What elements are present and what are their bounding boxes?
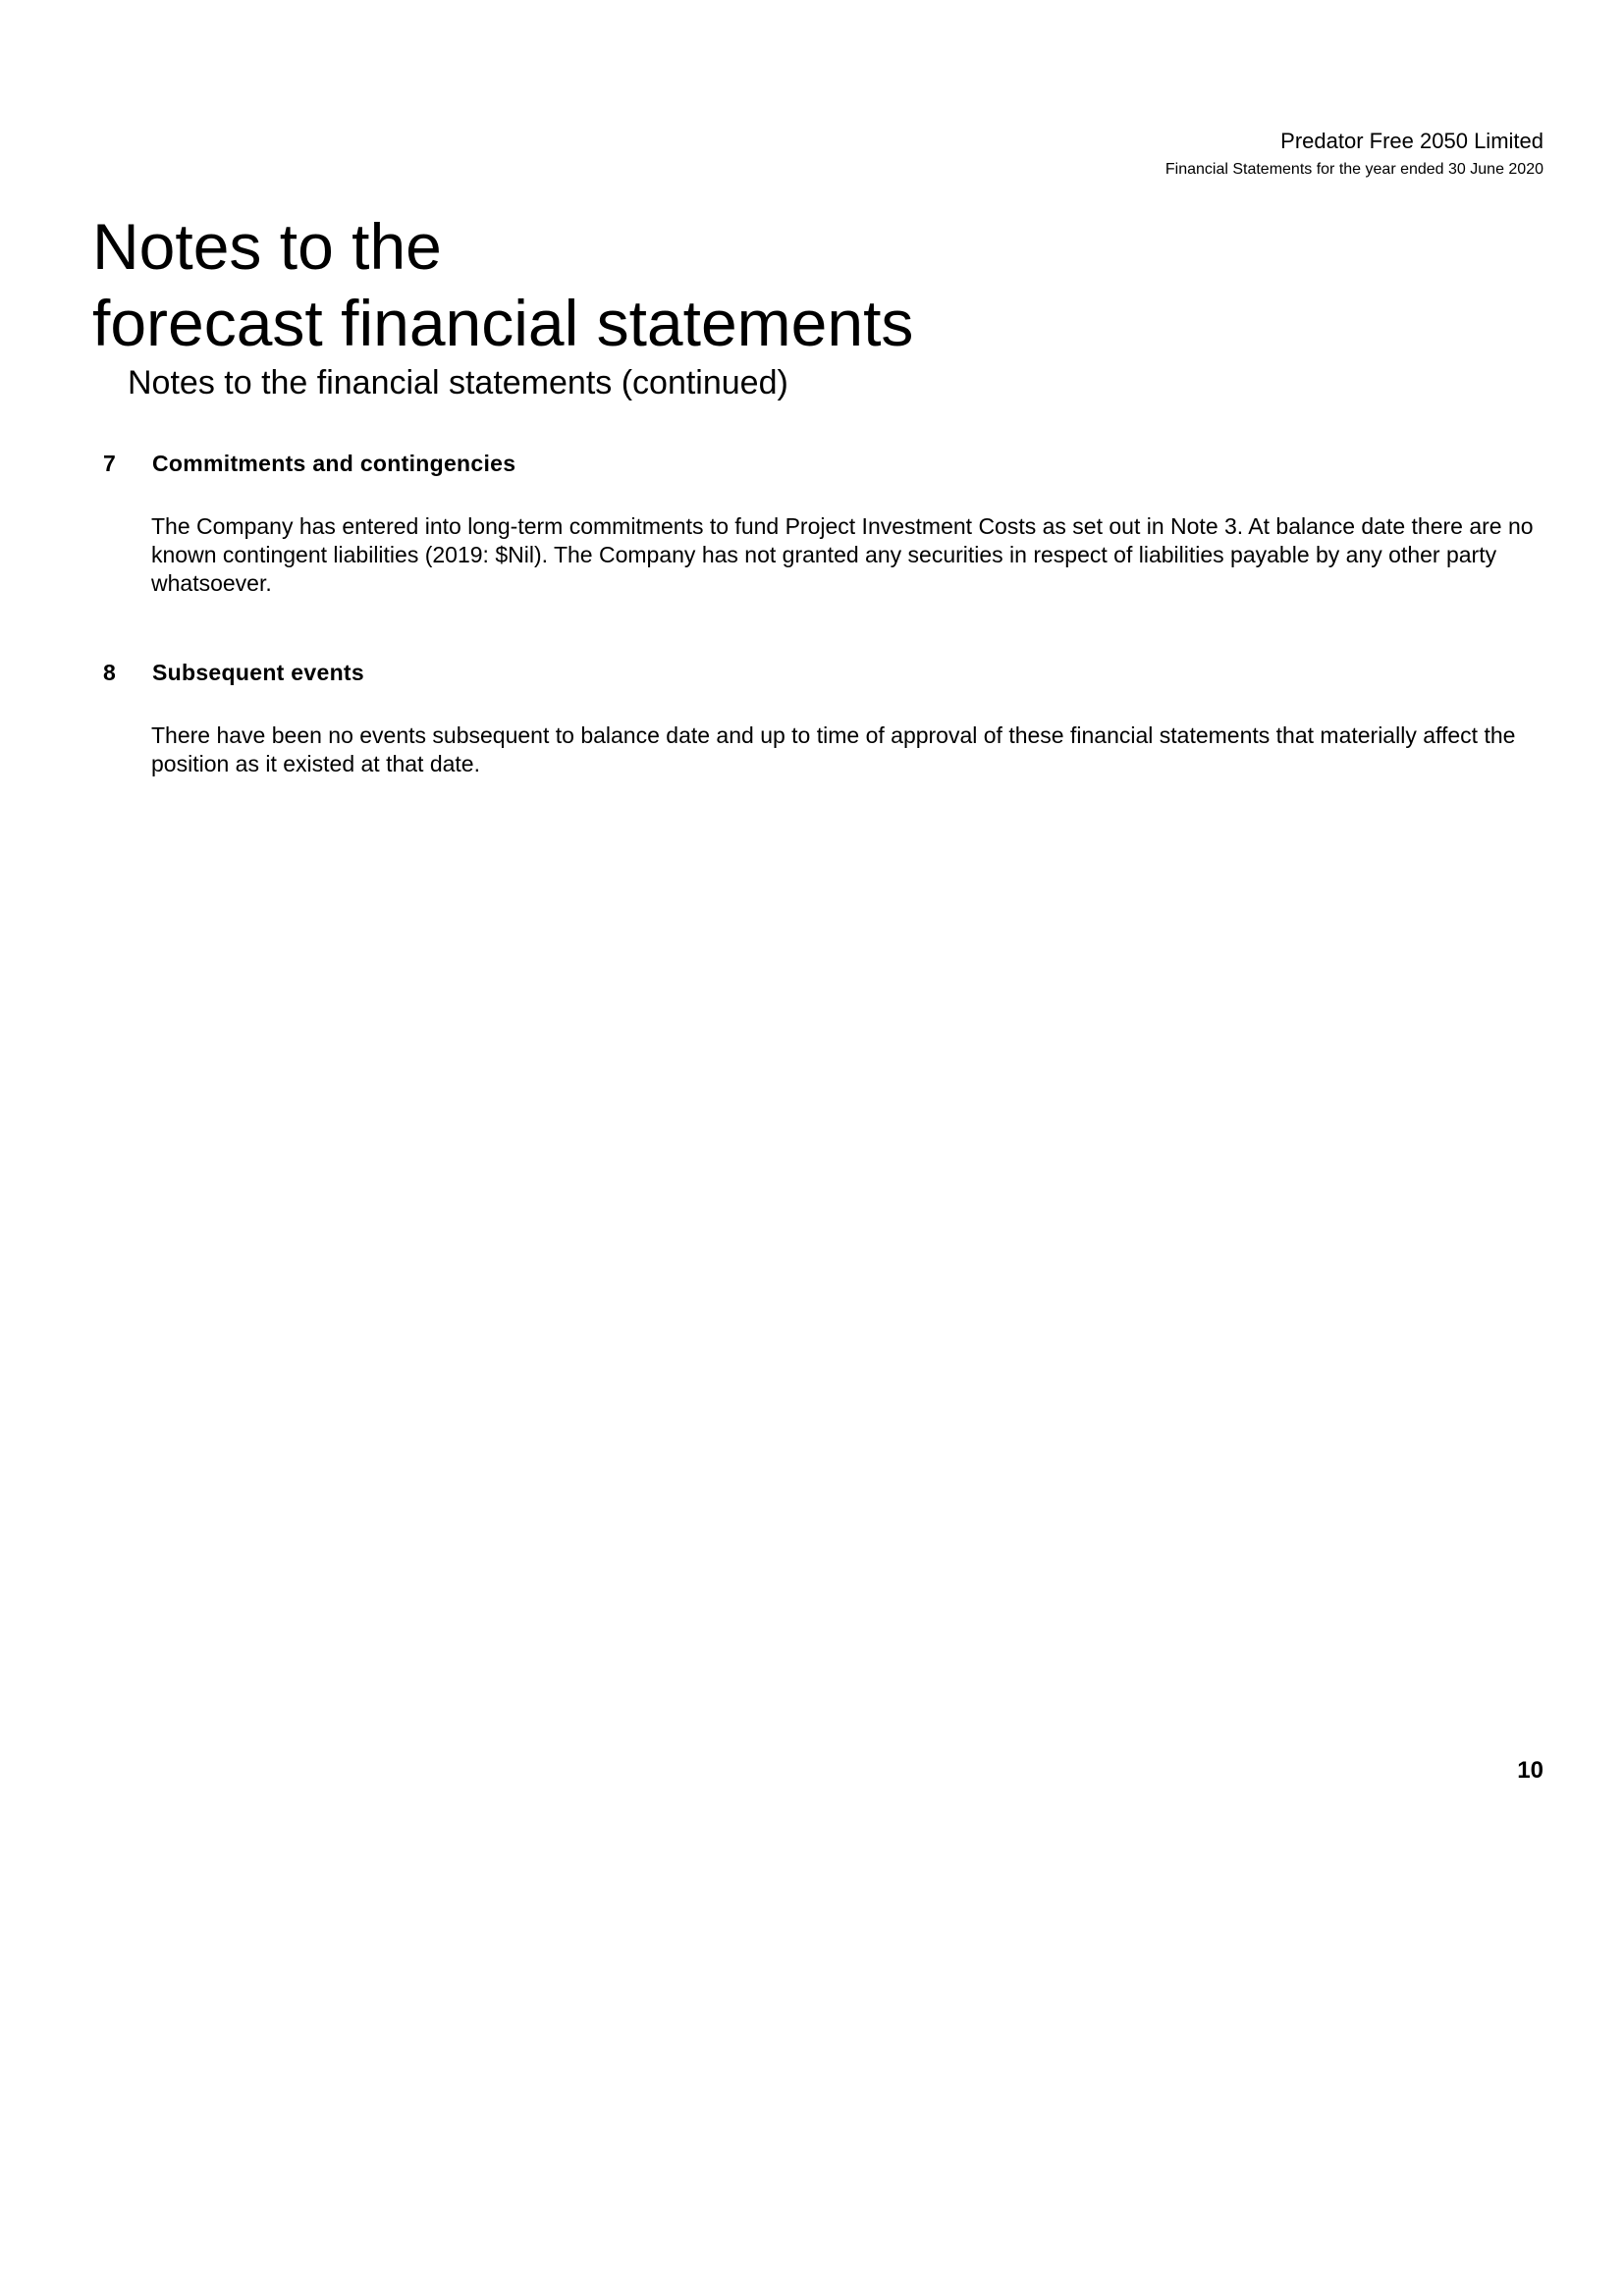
note-body-text: The Company has entered into long-term commitments to fund Project Investment Costs as set out in Note 3. At balance date there are no known contingent liabilities (2019: $Nil). The Company has not granted any securities in respect of liabilities payable by any other party whatsoever.	[151, 513, 1534, 596]
section-subtitle: Notes to the financial statements (continued)	[128, 364, 788, 401]
header-company-name: Predator Free 2050 Limited	[1280, 129, 1543, 153]
note-heading	[102, 450, 1536, 477]
page-number: 10	[1517, 1757, 1543, 1784]
note-number: 8	[103, 660, 117, 685]
note-title: Subsequent events	[152, 660, 364, 685]
note-heading	[102, 659, 1536, 686]
page-title-line-2: forecast financial statements	[92, 287, 914, 359]
page-title-line-1: Notes to the	[92, 210, 442, 283]
note-number: 7	[103, 451, 117, 476]
header-document-subtitle: Financial Statements for the year ended 30 June 2020	[1164, 161, 1543, 178]
page-title	[92, 208, 913, 361]
note-subsequent-events	[102, 659, 1536, 778]
note-title: Commitments and contingencies	[152, 451, 516, 476]
note-body-text: There have been no events subsequent to balance date and up to time of approval of these financial statements that materially affect the position as it existed at that date.	[151, 722, 1516, 776]
note-commitments-and-contingencies	[102, 450, 1536, 598]
